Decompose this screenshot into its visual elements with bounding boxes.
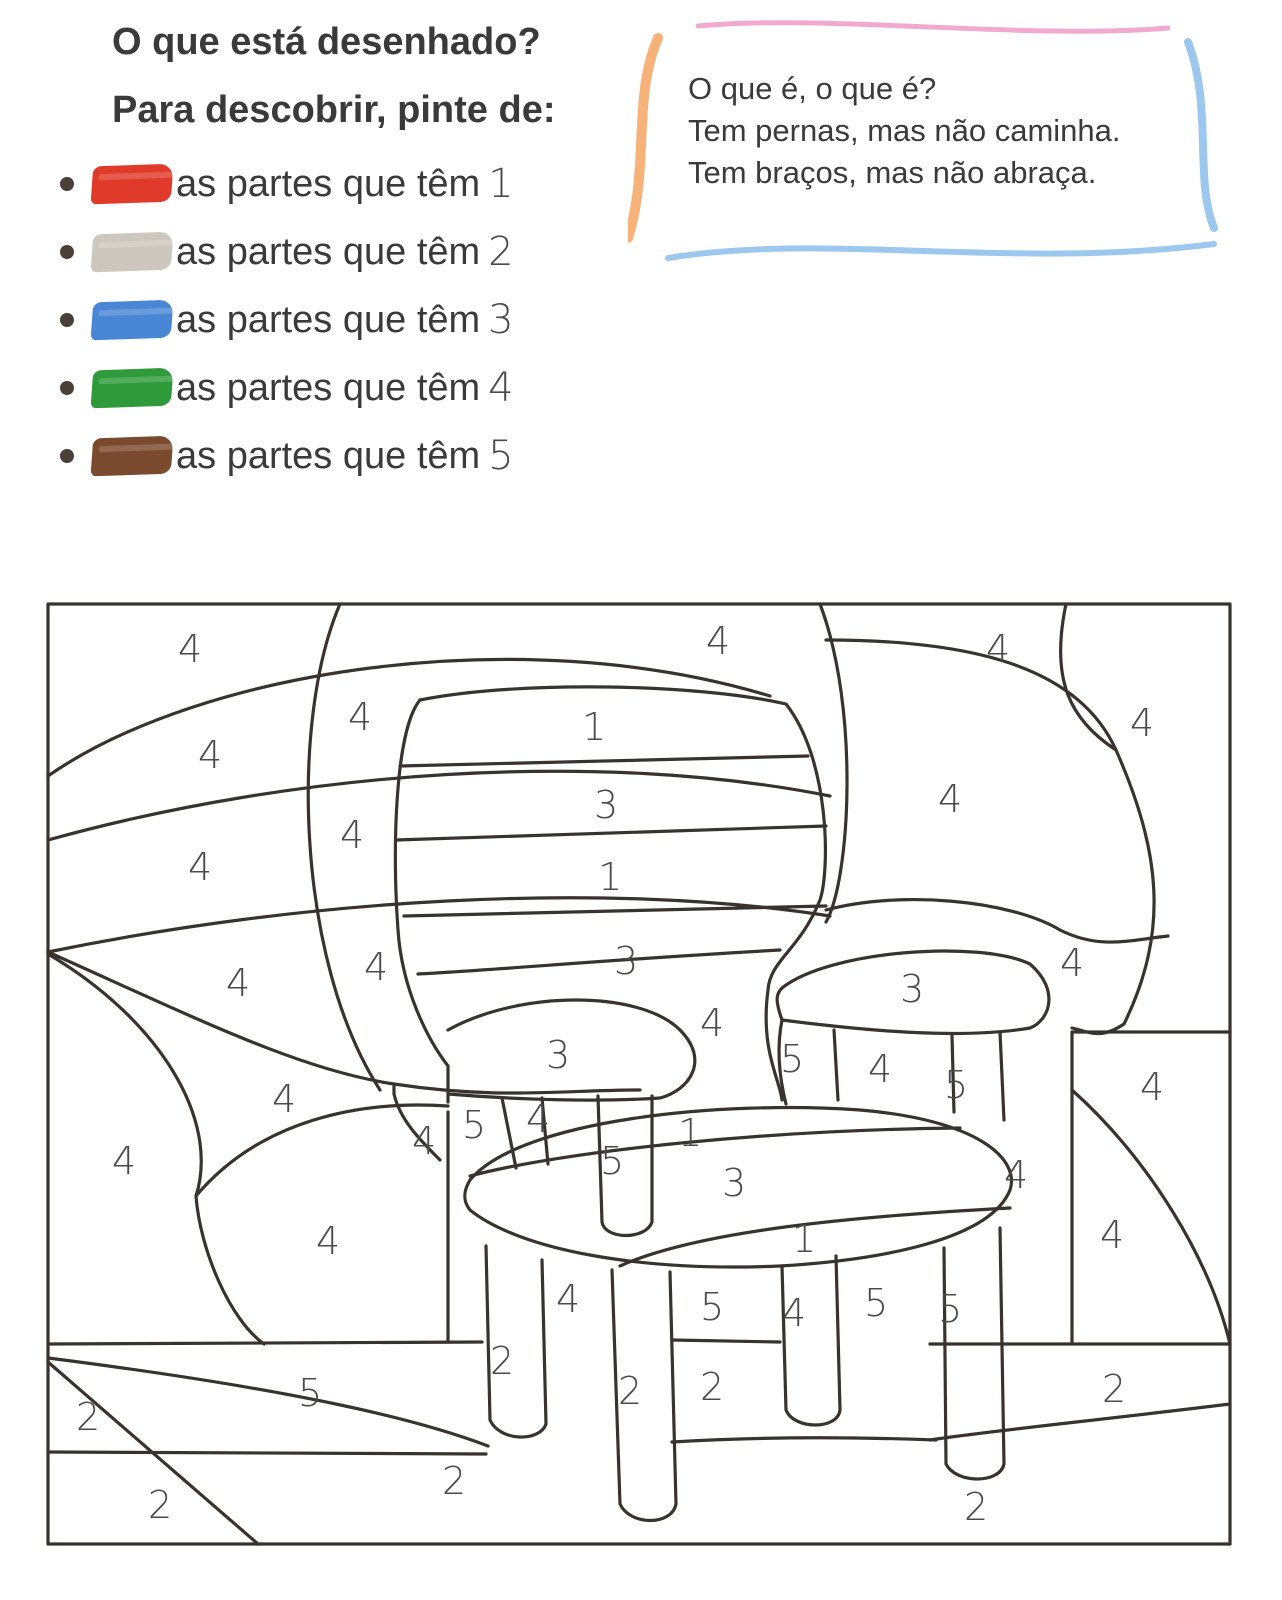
legend-text: as partes que têm — [176, 299, 481, 341]
region-number: 4 — [526, 1097, 551, 1141]
legend-text: as partes que têm — [176, 435, 481, 477]
region-number: 4 — [348, 695, 373, 739]
region-number: 5 — [600, 1139, 625, 1183]
region-number: 1 — [678, 1111, 703, 1155]
region-number: 4 — [178, 627, 203, 671]
region-number: 4 — [412, 1119, 437, 1163]
color-legend — [56, 150, 514, 490]
region-number: 4 — [1060, 941, 1085, 985]
region-number: 4 — [1004, 1153, 1029, 1197]
legend-item-4 — [56, 354, 514, 422]
region-number: 5 — [298, 1371, 323, 1415]
legend-item-3 — [56, 286, 514, 354]
region-number: 4 — [112, 1139, 137, 1183]
region-number: 4 — [188, 845, 213, 889]
instruction-heading: Para descobrir, pinte de: — [112, 89, 556, 131]
region-number: 5 — [864, 1281, 889, 1325]
region-number: 4 — [316, 1219, 341, 1263]
legend-number: 2 — [488, 229, 514, 275]
region-number: 5 — [780, 1037, 805, 1081]
region-number: 2 — [964, 1485, 989, 1529]
color-by-number-picture — [0, 600, 1282, 1580]
legend-number: 5 — [488, 433, 514, 479]
region-number: 4 — [868, 1047, 893, 1091]
region-number: 2 — [700, 1365, 725, 1409]
red-paint-swatch — [91, 164, 174, 205]
gray-paint-swatch — [91, 232, 174, 273]
region-number: 4 — [198, 733, 223, 777]
green-paint-swatch — [91, 368, 174, 409]
legend-text: as partes que têm — [176, 231, 481, 273]
region-number: 3 — [722, 1161, 747, 1205]
region-number: 4 — [700, 1001, 725, 1045]
region-number: 4 — [364, 945, 389, 989]
region-number: 4 — [340, 813, 365, 857]
region-number: 2 — [148, 1483, 173, 1527]
question-heading: O que está desenhado? — [112, 21, 541, 63]
bullet-icon — [60, 313, 74, 327]
region-number: 4 — [986, 627, 1011, 671]
riddle-box — [628, 18, 1230, 268]
region-number: 1 — [582, 705, 607, 749]
region-number: 1 — [598, 855, 623, 899]
blue-paint-swatch — [91, 300, 174, 341]
region-number: 2 — [1102, 1367, 1127, 1411]
region-number: 5 — [700, 1285, 725, 1329]
region-number: 4 — [556, 1277, 581, 1321]
legend-number: 4 — [488, 365, 514, 411]
region-number: 5 — [938, 1287, 963, 1331]
bullet-icon — [60, 245, 74, 259]
region-number: 2 — [490, 1339, 515, 1383]
region-number: 2 — [618, 1369, 643, 1413]
bullet-icon — [60, 449, 74, 463]
region-number: 2 — [76, 1395, 101, 1439]
region-number: 4 — [782, 1291, 807, 1335]
region-number: 4 — [706, 619, 731, 663]
region-number: 5 — [944, 1063, 969, 1107]
legend-text: as partes que têm — [176, 367, 481, 409]
region-number: 1 — [792, 1217, 817, 1261]
region-number: 3 — [900, 967, 925, 1011]
region-number: 3 — [546, 1033, 571, 1077]
legend-number: 1 — [488, 161, 514, 207]
riddle-line-1: O que é, o que é? — [688, 71, 937, 106]
region-number: 3 — [614, 939, 639, 983]
legend-item-1 — [56, 150, 514, 218]
region-number: 4 — [1140, 1065, 1165, 1109]
region-number: 4 — [272, 1077, 297, 1121]
legend-item-2 — [56, 218, 514, 286]
legend-item-5 — [56, 422, 514, 490]
bullet-icon — [60, 177, 74, 191]
region-number: 2 — [442, 1459, 467, 1503]
riddle-line-2: Tem pernas, mas não caminha. — [688, 113, 1121, 148]
bullet-icon — [60, 381, 74, 395]
region-number: 3 — [594, 783, 619, 827]
brown-paint-swatch — [91, 436, 174, 477]
riddle-line-3: Tem braços, mas não abraça. — [688, 155, 1097, 190]
region-number: 4 — [226, 961, 251, 1005]
legend-text: as partes que têm — [176, 163, 481, 205]
region-number: 4 — [1100, 1213, 1125, 1257]
region-number: 5 — [462, 1103, 487, 1147]
legend-number: 3 — [488, 297, 514, 343]
region-number: 4 — [1130, 701, 1155, 745]
region-number: 4 — [938, 777, 963, 821]
